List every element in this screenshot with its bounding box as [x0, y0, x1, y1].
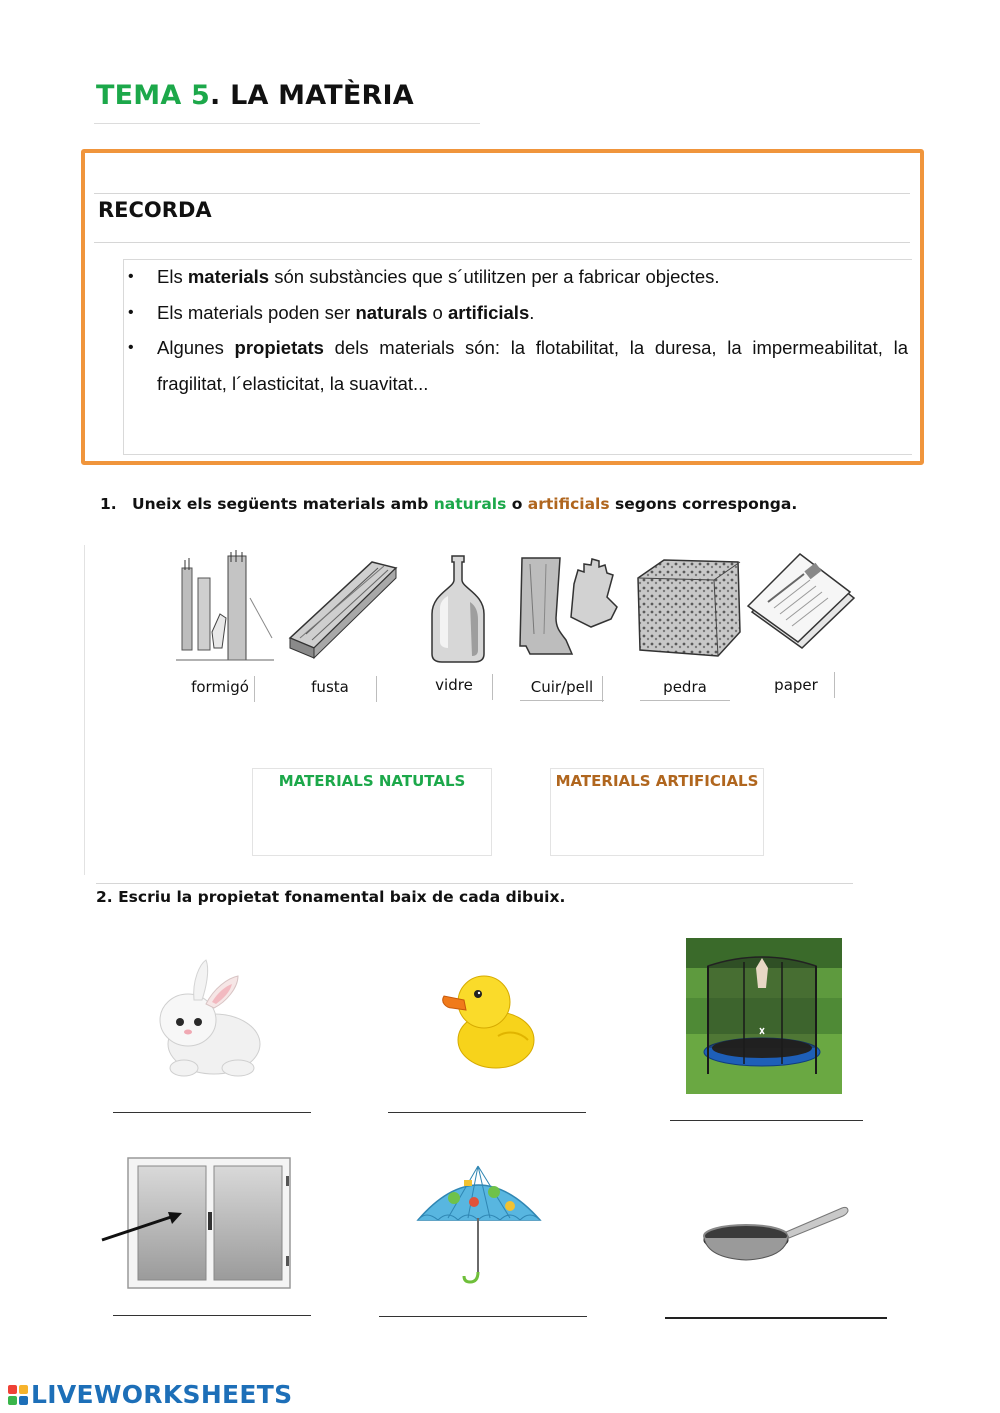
recorda-bottom-rule [94, 242, 910, 243]
recorda-top-rule [94, 193, 910, 194]
material-label-paper: paper [774, 676, 818, 694]
bullet-properties: • Algunes propietats dels materials són: la flotabilitat, la duresa, la impermeabilitat, la fragilitat, l´elasticitat, la suavitat... [124, 330, 908, 401]
answer-line-umbrella[interactable] [379, 1316, 587, 1317]
recorda-bullet-list [124, 259, 908, 401]
exercise-1-instruction: 1. Uneix els següents materials amb naturals o artificials segons corresponga. [100, 495, 798, 513]
brand-name: LIVEWORKSHEETS [31, 1380, 293, 1409]
leather-boot-glove-icon [516, 554, 630, 664]
label-underline [640, 700, 730, 701]
answer-line-rabbit[interactable] [113, 1112, 311, 1113]
plush-rabbit-icon [148, 956, 266, 1084]
answer-line-window[interactable] [113, 1315, 311, 1316]
title-topic-number: TEMA 5 [96, 80, 211, 111]
label-underline [520, 700, 604, 701]
recorda-heading: RECORDA [98, 198, 212, 222]
answer-line-duck[interactable] [388, 1112, 586, 1113]
natural-materials-heading: MATERIALS NATUTALS [278, 772, 466, 790]
umbrella-icon [414, 1162, 544, 1286]
exercise-2-instruction: 2. Escriu la propietat fonamental baix de cada dibuix. [96, 888, 566, 906]
material-label-pedra: pedra [663, 678, 707, 696]
bullet-natural-artificial: • Els materials poden ser naturals o artificials. [124, 295, 908, 331]
label-divider [602, 676, 603, 702]
newspaper-icon [744, 552, 858, 652]
material-label-formigo: formigó [191, 678, 249, 696]
label-divider [376, 676, 377, 702]
concrete-pillars-icon [176, 548, 274, 666]
material-label-cuir-pell: Cuir/pell [530, 678, 594, 696]
frying-pan-icon [700, 1202, 850, 1268]
wood-plank-icon [286, 558, 400, 660]
answer-line-pan[interactable] [665, 1317, 887, 1319]
label-divider [254, 676, 255, 702]
stone-icon [634, 554, 744, 660]
section-separator [96, 883, 853, 884]
exercise-1-margin-line [84, 545, 85, 875]
material-label-vidre: vidre [435, 676, 473, 694]
page-title [96, 80, 414, 111]
rubber-duck-icon [438, 966, 538, 1072]
answer-line-trampoline[interactable] [670, 1120, 863, 1121]
label-divider [492, 674, 493, 700]
material-label-fusta: fusta [311, 678, 349, 696]
liveworksheets-logo [8, 1380, 292, 1409]
brand-grid-icon [8, 1385, 28, 1405]
trampoline-photo [686, 938, 842, 1094]
label-divider [834, 672, 835, 698]
title-topic-name: . LA MATÈRIA [210, 80, 414, 111]
bullet-materials: • Els materials són substàncies que s´utilitzen per a fabricar objectes. [124, 259, 908, 295]
glass-bottle-icon [424, 552, 492, 664]
window-icon [98, 1156, 294, 1290]
title-underline [94, 123, 480, 124]
artificial-materials-heading: MATERIALS ARTIFICIALS [555, 772, 759, 790]
